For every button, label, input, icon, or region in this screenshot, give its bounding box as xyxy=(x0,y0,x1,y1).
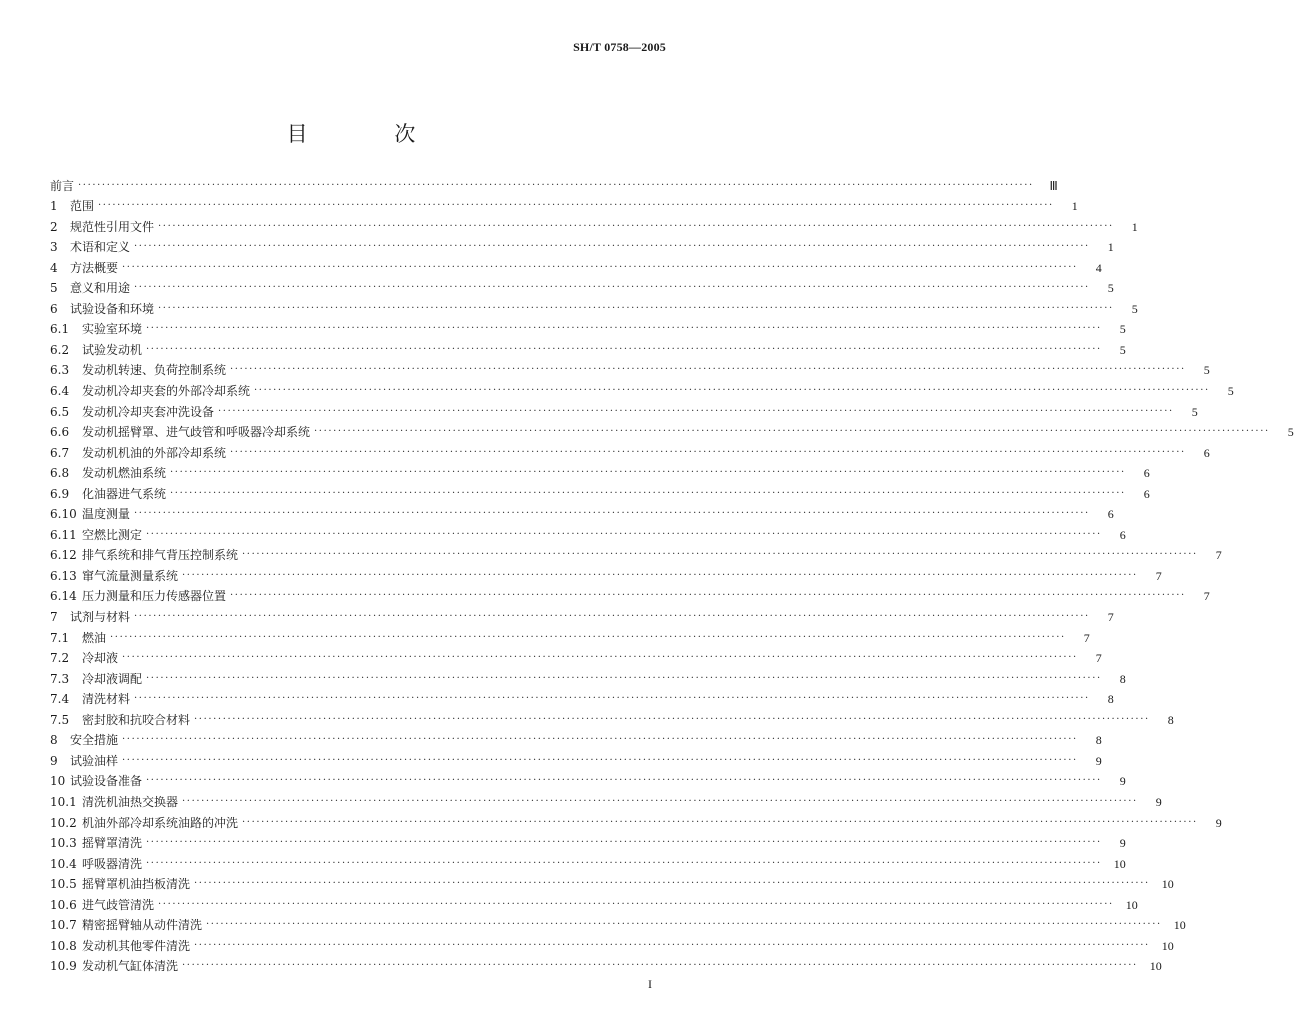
standard-code: SH/T 0758—2005 xyxy=(573,40,666,54)
page-title: 目 次 xyxy=(286,122,456,146)
toc-entry[interactable] xyxy=(50,706,1174,727)
toc-entry[interactable] xyxy=(50,295,1138,316)
toc-entry-page: 8 xyxy=(1095,733,1102,748)
toc-entry-title: 清洗机油热交换器 xyxy=(82,794,179,809)
toc-entry[interactable] xyxy=(50,357,1210,378)
toc-entry-number: 6.9 xyxy=(50,486,70,501)
dot-leader: ········································································································································································································ xyxy=(110,631,1066,643)
toc-entry-number: 6.7 xyxy=(50,445,70,460)
dot-leader: ········································································································································································································ xyxy=(230,364,1186,376)
toc-entry-number: 1 xyxy=(50,199,58,214)
toc-entry-number: 6.5 xyxy=(50,404,70,419)
toc-entry[interactable] xyxy=(50,562,1162,583)
toc-entry-title: 冷却液调配 xyxy=(82,671,143,686)
dot-leader: ········································································································································································································ xyxy=(170,467,1126,479)
toc-entry-number: 10.9 xyxy=(50,959,77,974)
dot-leader: ········································································································································································································ xyxy=(122,261,1078,273)
toc-entry[interactable] xyxy=(50,234,1114,255)
toc-entry-number: 7.3 xyxy=(50,671,70,686)
toc-entry-title: 清洗材料 xyxy=(82,692,131,707)
toc-entry[interactable] xyxy=(50,542,1222,563)
toc-entry[interactable] xyxy=(50,932,1174,953)
toc-entry[interactable] xyxy=(50,193,1078,214)
toc-entry-page: 6 xyxy=(1119,527,1126,542)
table-of-contents xyxy=(50,172,1294,974)
toc-entry-number: 10.7 xyxy=(50,918,77,933)
toc-entry-title: 发动机摇臂罩、进气歧管和呼吸器冷却系统 xyxy=(82,425,311,440)
toc-entry-title: 术语和定义 xyxy=(70,240,131,255)
dot-leader: ········································································································································································································ xyxy=(158,898,1114,910)
toc-entry-title: 试剂与材料 xyxy=(70,610,131,625)
toc-entry[interactable] xyxy=(50,809,1222,830)
toc-entry[interactable] xyxy=(50,665,1126,686)
toc-entry[interactable] xyxy=(50,460,1150,481)
dot-leader: ········································································································································································································ xyxy=(314,426,1270,438)
toc-entry-number: 6.2 xyxy=(50,342,70,357)
toc-entry-page: 5 xyxy=(1131,301,1138,316)
toc-entry-title: 范围 xyxy=(70,199,95,214)
toc-entry-page: Ⅲ xyxy=(1049,178,1058,193)
toc-entry-number: 6.3 xyxy=(50,363,70,378)
dot-leader: ········································································································································································································ xyxy=(134,282,1090,294)
toc-entry-number: 9 xyxy=(50,753,58,768)
dot-leader: ········································································································································································································ xyxy=(146,672,1102,684)
toc-entry-page: 5 xyxy=(1287,425,1294,440)
toc-entry-page: 7 xyxy=(1095,651,1102,666)
dot-leader: ········································································································································································································ xyxy=(230,590,1186,602)
toc-entry-number: 7.1 xyxy=(50,630,70,645)
toc-entry-number: 10.6 xyxy=(50,897,77,912)
toc-entry-title: 呼吸器清洗 xyxy=(82,856,143,871)
toc-entry-number: 7.2 xyxy=(50,651,70,666)
toc-entry-title: 试验设备准备 xyxy=(70,774,143,789)
toc-entry[interactable] xyxy=(50,172,1058,193)
dot-leader: ········································································································································································································ xyxy=(158,302,1114,314)
dot-leader: ········································································································································································································ xyxy=(242,816,1198,828)
toc-entry-title: 发动机其他零件清洗 xyxy=(82,938,191,953)
toc-entry-page: 9 xyxy=(1215,815,1222,830)
toc-entry-title: 排气系统和排气背压控制系统 xyxy=(82,548,239,563)
dot-leader: ········································································································································································································ xyxy=(230,446,1186,458)
toc-entry-number: 5 xyxy=(50,281,58,296)
toc-entry[interactable] xyxy=(50,213,1138,234)
toc-entry-page: 5 xyxy=(1203,363,1210,378)
dot-leader: ········································································································································································································ xyxy=(122,734,1078,746)
toc-entry-page: 10 xyxy=(1149,959,1162,974)
toc-entry[interactable] xyxy=(50,871,1174,892)
toc-entry-page: 6 xyxy=(1203,445,1210,460)
toc-entry-title: 窜气流量测量系统 xyxy=(82,568,179,583)
toc-entry-page: 5 xyxy=(1227,384,1234,399)
toc-entry-title: 实验室环境 xyxy=(82,322,143,337)
toc-entry-page: 8 xyxy=(1167,712,1174,727)
toc-entry[interactable] xyxy=(50,419,1294,440)
toc-entry-page: 5 xyxy=(1119,322,1126,337)
toc-entry-page: 7 xyxy=(1083,630,1090,645)
toc-entry-title: 冷却液 xyxy=(82,651,119,666)
toc-entry[interactable] xyxy=(50,336,1126,357)
toc-entry-page: 5 xyxy=(1191,404,1198,419)
toc-entry-number: 10.5 xyxy=(50,877,77,892)
toc-entry[interactable] xyxy=(50,912,1186,933)
toc-entry-page: 6 xyxy=(1143,486,1150,501)
toc-entry-number: 10.3 xyxy=(50,836,77,851)
toc-entry[interactable] xyxy=(50,603,1114,625)
toc-entry-title: 进气歧管清洗 xyxy=(82,897,155,912)
toc-entry-title: 安全措施 xyxy=(70,733,119,748)
dot-leader: ········································································································································································································ xyxy=(182,960,1138,972)
toc-entry-page: 4 xyxy=(1095,260,1102,275)
toc-entry-title: 发动机冷却夹套冲洗设备 xyxy=(82,404,215,419)
toc-entry-page: 8 xyxy=(1119,671,1126,686)
toc-entry[interactable] xyxy=(50,891,1138,912)
toc-entry[interactable] xyxy=(50,953,1162,974)
toc-entry[interactable] xyxy=(50,686,1114,707)
dot-leader: ········································································································································································································ xyxy=(122,652,1078,664)
toc-entry-number: 6.12 xyxy=(50,548,77,563)
toc-entry-page: 8 xyxy=(1107,692,1114,707)
toc-entry-title: 规范性引用文件 xyxy=(70,219,155,234)
dot-leader: ········································································································································································································ xyxy=(206,919,1162,931)
toc-entry-title: 温度测量 xyxy=(82,507,131,522)
toc-entry-page: 1 xyxy=(1071,199,1078,214)
dot-leader: ········································································································································································································ xyxy=(134,508,1090,520)
dot-leader: ········································································································································································································ xyxy=(194,878,1150,890)
dot-leader: ········································································································································································································ xyxy=(134,611,1090,623)
toc-entry-page: 5 xyxy=(1107,281,1114,296)
toc-entry-title: 试验设备和环境 xyxy=(70,301,155,316)
toc-entry[interactable] xyxy=(50,727,1102,748)
toc-entry[interactable] xyxy=(50,768,1126,789)
toc-entry-page: 9 xyxy=(1119,836,1126,851)
toc-entry-title: 发动机转速、负荷控制系统 xyxy=(82,363,227,378)
toc-entry-page: 5 xyxy=(1119,342,1126,357)
toc-entry[interactable] xyxy=(50,521,1126,542)
toc-entry[interactable] xyxy=(50,747,1102,768)
dot-leader: ········································································································································································································ xyxy=(146,343,1102,355)
toc-entry-title: 试验发动机 xyxy=(82,342,143,357)
dot-leader: ········································································································································································································ xyxy=(194,939,1150,951)
toc-entry-page: 1 xyxy=(1131,219,1138,234)
toc-entry[interactable] xyxy=(50,316,1126,337)
toc-entry-number: 10 xyxy=(50,774,66,789)
toc-entry-page: 9 xyxy=(1095,753,1102,768)
toc-entry-title: 试验油样 xyxy=(70,753,119,768)
dot-leader: ········································································································································································································ xyxy=(182,795,1138,807)
toc-entry-page: 9 xyxy=(1155,794,1162,809)
toc-entry-page: 10 xyxy=(1173,918,1186,933)
toc-entry-page: 9 xyxy=(1119,774,1126,789)
toc-entry[interactable] xyxy=(50,439,1210,460)
toc-entry-page: 10 xyxy=(1125,897,1138,912)
toc-entry[interactable] xyxy=(50,254,1102,275)
toc-entry-title: 机油外部冷却系统油路的冲洗 xyxy=(82,815,239,830)
dot-leader: ········································································································································································································ xyxy=(146,528,1102,540)
toc-entry-title: 前言 xyxy=(50,178,75,193)
toc-entry[interactable] xyxy=(50,624,1090,645)
toc-entry-number: 3 xyxy=(50,240,58,255)
toc-entry-number: 6.13 xyxy=(50,568,77,583)
toc-entry-title: 发动机机油的外部冷却系统 xyxy=(82,445,227,460)
dot-leader: ········································································································································································································ xyxy=(146,857,1102,869)
toc-entry-page: 7 xyxy=(1155,568,1162,583)
dot-leader: ········································································································································································································ xyxy=(146,775,1102,787)
toc-entry-page: 7 xyxy=(1203,589,1210,604)
toc-entry-title: 方法概要 xyxy=(70,260,119,275)
toc-entry-number: 6.4 xyxy=(50,384,70,399)
toc-entry[interactable] xyxy=(50,480,1150,501)
toc-entry-page: 7 xyxy=(1107,610,1114,625)
dot-leader: ········································································································································································································ xyxy=(254,385,1210,397)
toc-entry-page: 6 xyxy=(1143,466,1150,481)
toc-entry-title: 发动机气缸体清洗 xyxy=(82,959,179,974)
toc-entry-page: 7 xyxy=(1215,548,1222,563)
dot-leader: ········································································································································································································ xyxy=(182,569,1138,581)
toc-entry-number: 10.1 xyxy=(50,794,77,809)
toc-entry-number: 6.8 xyxy=(50,466,70,481)
toc-entry-title: 密封胶和抗咬合材料 xyxy=(82,712,191,727)
toc-entry[interactable] xyxy=(50,850,1126,871)
toc-entry-number: 6.11 xyxy=(50,527,77,542)
toc-entry[interactable] xyxy=(50,275,1114,296)
toc-entry-number: 6.6 xyxy=(50,425,70,440)
toc-entry[interactable] xyxy=(50,501,1114,522)
toc-entry-title: 燃油 xyxy=(82,630,107,645)
dot-leader: ········································································································································································································ xyxy=(134,241,1090,253)
dot-leader: ········································································································································································································ xyxy=(218,405,1174,417)
page-number: I xyxy=(648,977,652,991)
dot-leader: ········································································································································································································ xyxy=(134,693,1090,705)
toc-entry[interactable] xyxy=(50,377,1234,399)
dot-leader: ········································································································································································································ xyxy=(146,837,1102,849)
toc-entry[interactable] xyxy=(50,830,1126,851)
toc-entry[interactable] xyxy=(50,398,1198,419)
toc-entry-title: 发动机燃油系统 xyxy=(82,466,167,481)
toc-entry-number: 6.14 xyxy=(50,589,77,604)
toc-entry-number: 7 xyxy=(50,610,58,625)
toc-entry-title: 摇臂罩机油挡板清洗 xyxy=(82,877,191,892)
toc-entry-number: 4 xyxy=(50,260,58,275)
toc-entry-number: 6.1 xyxy=(50,322,70,337)
toc-entry-number: 6 xyxy=(50,301,58,316)
dot-leader: ········································································································································································································ xyxy=(122,754,1078,766)
toc-entry-number: 7.4 xyxy=(50,692,70,707)
toc-entry-title: 空燃比测定 xyxy=(82,527,143,542)
toc-entry-title: 摇臂罩清洗 xyxy=(82,836,143,851)
toc-entry-number: 10.4 xyxy=(50,856,77,871)
dot-leader: ········································································································································································································ xyxy=(170,487,1126,499)
toc-entry-page: 10 xyxy=(1161,877,1174,892)
toc-entry-title: 化油器进气系统 xyxy=(82,486,167,501)
toc-entry-title: 意义和用途 xyxy=(70,281,131,296)
toc-entry-number: 7.5 xyxy=(50,712,70,727)
toc-entry-page: 10 xyxy=(1161,938,1174,953)
toc-entry-number: 8 xyxy=(50,733,58,748)
toc-entry[interactable] xyxy=(50,583,1210,604)
toc-entry-number: 10.8 xyxy=(50,938,77,953)
toc-entry[interactable] xyxy=(50,645,1102,666)
toc-entry-page: 1 xyxy=(1107,240,1114,255)
dot-leader: ········································································································································································································ xyxy=(146,323,1102,335)
toc-entry-title: 精密摇臂轴从动件清洗 xyxy=(82,918,203,933)
toc-entry-number: 6.10 xyxy=(50,507,77,522)
toc-entry[interactable] xyxy=(50,788,1162,809)
toc-entry-number: 2 xyxy=(50,219,58,234)
dot-leader: ········································································································································································································ xyxy=(242,549,1198,561)
toc-entry-title: 压力测量和压力传感器位置 xyxy=(82,589,227,604)
dot-leader: ········································································································································································································ xyxy=(98,200,1054,212)
dot-leader: ········································································································································································································ xyxy=(194,713,1150,725)
toc-entry-page: 10 xyxy=(1113,856,1126,871)
toc-entry-page: 6 xyxy=(1107,507,1114,522)
dot-leader: ········································································································································································································ xyxy=(78,179,1034,191)
toc-entry-number: 10.2 xyxy=(50,815,77,830)
dot-leader: ········································································································································································································ xyxy=(158,220,1114,232)
toc-entry-title: 发动机冷却夹套的外部冷却系统 xyxy=(82,384,251,399)
